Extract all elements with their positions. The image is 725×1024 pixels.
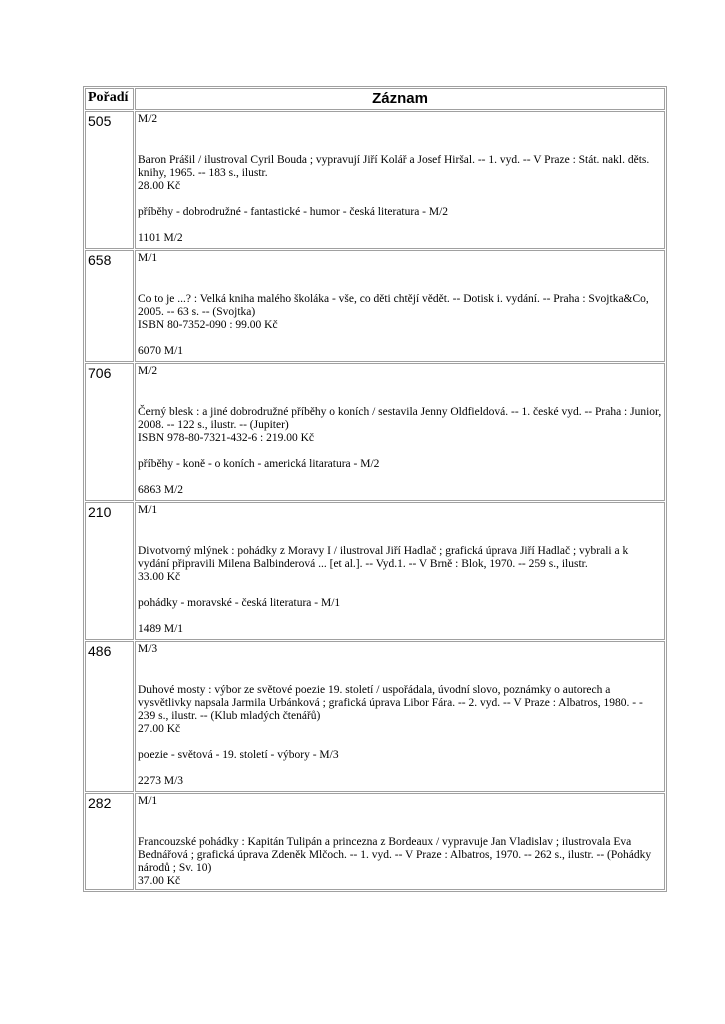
- table-row: [85, 111, 665, 249]
- shelf-signature: M/1: [138, 252, 158, 264]
- subject-headings: příběhy - koně - o koních - americká litaratura - M/2: [138, 458, 380, 470]
- table-row: [85, 363, 665, 501]
- bibliographic-description: Baron Prášil / ilustroval Cyril Bouda ; vypravují Jiří Kolář a Josef Hiršal. -- 1. vyd. -- V Praze : Stát. nakl. děts. knihy, 1965. -- 183 s., ilustr.: [138, 154, 650, 179]
- accession-number: 1101 M/2: [138, 232, 183, 244]
- subject-headings: poezie - světová - 19. století - výbory - M/3: [138, 749, 339, 761]
- records-table: [83, 86, 667, 892]
- accession-number: 1489 M/1: [138, 623, 184, 635]
- order-number: 282: [85, 793, 134, 890]
- isbn-price: 33.00 Kč: [138, 571, 181, 583]
- isbn-price: 28.00 Kč: [138, 180, 181, 192]
- bibliographic-description: Divotvorný mlýnek : pohádky z Moravy I / ilustroval Jiří Hadlač ; grafická úprava Jiří Hadlač ; vybrali a k vydání připravili Milena Balbinderová ... [et al.]. -- Vyd.1. -- V Brně : Blok, 1970. -- 259 s., ilustr.: [138, 545, 629, 570]
- order-number: 706: [85, 363, 134, 501]
- table-header-row: [85, 88, 665, 110]
- table-row: [85, 250, 665, 362]
- record-cell: [135, 363, 665, 501]
- table-row: [85, 502, 665, 640]
- accession-number: 2273 M/3: [138, 775, 184, 787]
- order-number: 486: [85, 641, 134, 792]
- shelf-signature: M/2: [138, 365, 158, 377]
- subject-headings: příběhy - dobrodružné - fantastické - humor - česká literatura - M/2: [138, 206, 449, 218]
- accession-number: 6863 M/2: [138, 484, 184, 496]
- isbn-price: 27.00 Kč: [138, 723, 181, 735]
- order-number: 505: [85, 111, 134, 249]
- record-cell: [135, 641, 665, 792]
- bibliographic-description: Černý blesk : a jiné dobrodružné příběhy o koních / sestavila Jenny Oldfieldová. -- 1. české vyd. -- Praha : Junior, 2008. -- 122 s., ilustr. -- (Jupiter): [138, 406, 662, 431]
- column-header-order: Pořadí: [85, 88, 134, 110]
- record-cell: [135, 793, 665, 890]
- column-header-record: Záznam: [135, 88, 665, 110]
- isbn-price: ISBN 80-7352-090 : 99.00 Kč: [138, 319, 278, 331]
- isbn-price: 37.00 Kč: [138, 875, 181, 887]
- bibliographic-description: Co to je ...? : Velká kniha malého školáka - vše, co děti chtějí vědět. -- Dotisk i. vydání. -- Praha : Svojtka&Co, 2005. -- 63 s. -- (Svojtka): [138, 293, 649, 318]
- shelf-signature: M/2: [138, 113, 158, 125]
- shelf-signature: M/3: [138, 643, 158, 655]
- table-row: [85, 641, 665, 792]
- shelf-signature: M/1: [138, 504, 158, 516]
- bibliographic-description: Duhové mosty : výbor ze světové poezie 19. století / uspořádala, úvodní slovo, poznámky o autorech a vysvětlivky napsala Jarmila Urbánková ; grafická úprava Libor Fára. -- 2. vyd. -- V Praze : Albatros, 1980. - - 239 s., ilustr. -- (Klub mladých čtenářů): [138, 684, 643, 722]
- order-number: 658: [85, 250, 134, 362]
- catalog-sheet: [83, 86, 667, 892]
- shelf-signature: M/1: [138, 795, 158, 807]
- accession-number: 6070 M/1: [138, 345, 184, 357]
- table-row: [85, 793, 665, 890]
- record-cell: [135, 111, 665, 249]
- bibliographic-description: Francouzské pohádky : Kapitán Tulipán a princezna z Bordeaux / vypravuje Jan Vladislav ; ilustrovala Eva Bednářová ; grafická úprava Zdeněk Mlčoch. -- 1. vyd. -- V Praze : Albatros, 1970. -- 262 s., ilustr. -- (Pohádky národů ; Sv. 10): [138, 836, 652, 874]
- record-cell: [135, 502, 665, 640]
- isbn-price: ISBN 978-80-7321-432-6 : 219.00 Kč: [138, 432, 314, 444]
- record-cell: [135, 250, 665, 362]
- subject-headings: pohádky - moravské - česká literatura - M/1: [138, 597, 341, 609]
- order-number: 210: [85, 502, 134, 640]
